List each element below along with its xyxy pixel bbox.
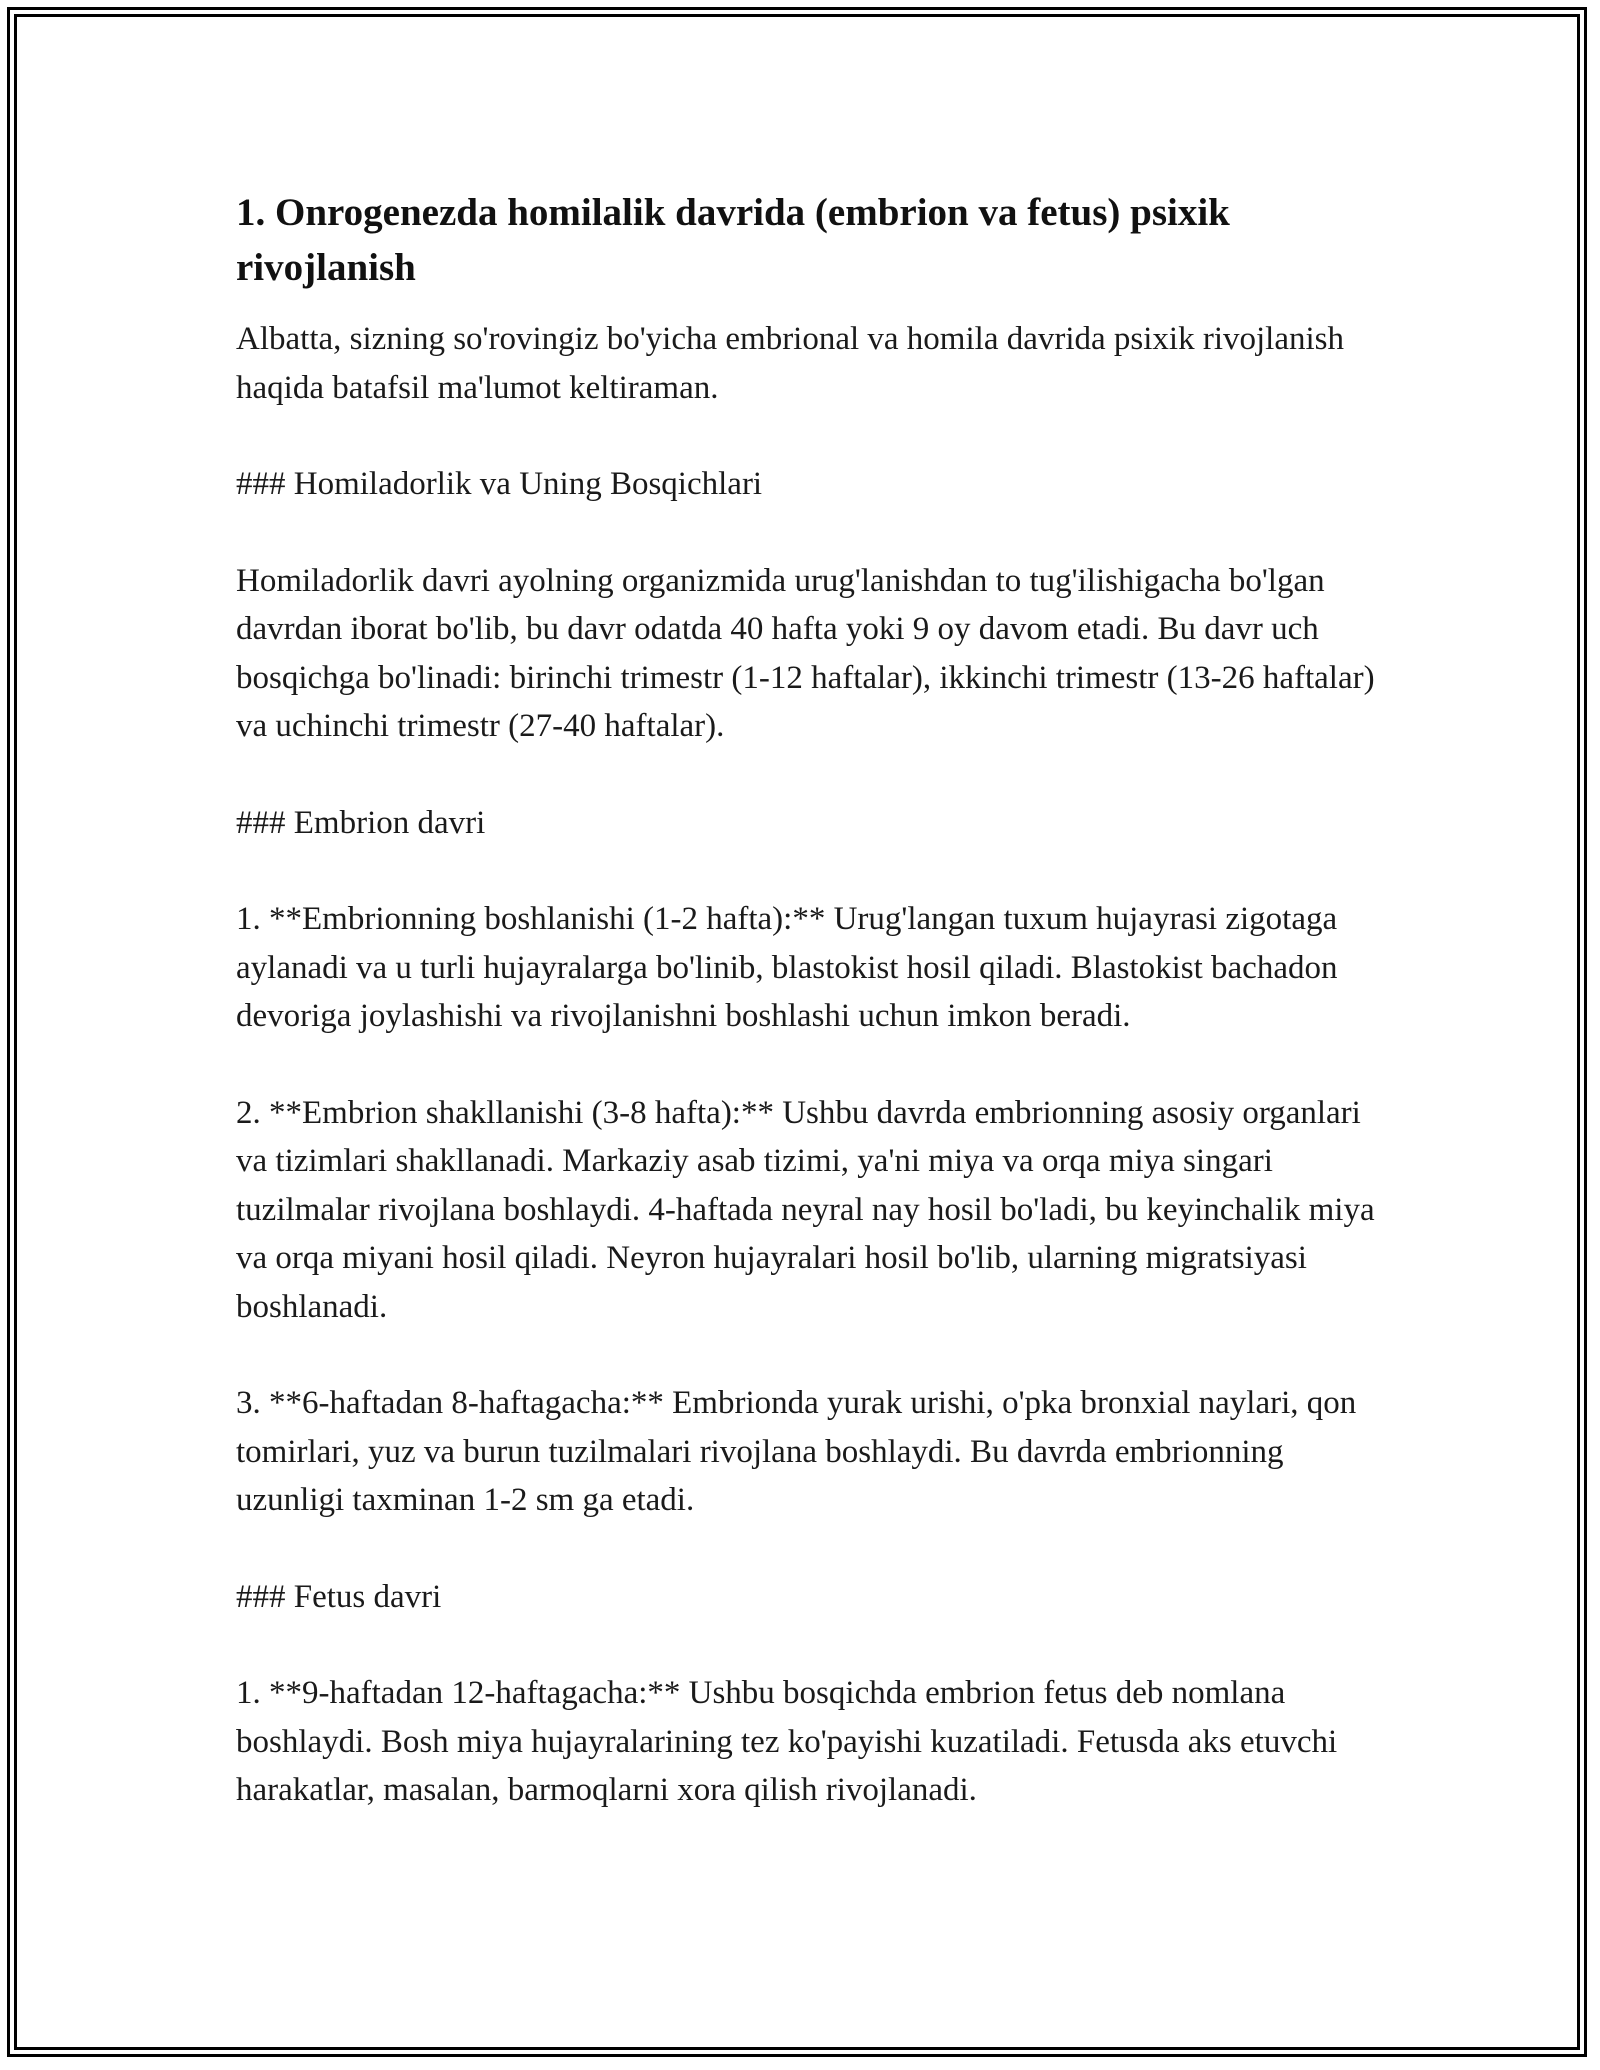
document-body bbox=[236, 185, 1376, 1863]
document-title: 1. Onrogenezda homilalik davrida (embrion va fetus) psixik rivojlanish bbox=[236, 191, 1230, 289]
embryo-item-2: 2. **Embrion shakllanishi (3-8 hafta):** Ushbu davrda embrionning asosiy organlari va tizimlari shakllanadi. Markaziy asab tizimi, ya'ni miya va orqa miya singari tuzilmalar rivojlana boshlaydi. 4-haftada neyral nay hosil bo'ladi, bu keyinchalik miya va orqa miyani hosil qiladi. Neyron hujayralari hosil bo'lib, ularning migratsiyasi boshlanadi. bbox=[236, 1094, 1375, 1325]
embryo-item-3: 3. **6-haftadan 8-haftagacha:** Embrionda yurak urishi, o'pka bronxial naylari, qon tomirlari, yuz va burun tuzilmalari rivojlana boshlaydi. Bu davrda embrionning uzunligi taxminan 1-2 sm ga etadi. bbox=[236, 1385, 1357, 1518]
section-heading-fetus: ### Fetus davri bbox=[236, 1578, 442, 1615]
embryo-item-1: 1. **Embrionning boshlanishi (1-2 hafta):** Urug'langan tuxum hujayrasi zigotaga aylanadi va u turli hujayralarga bo'linib, blastokist hosil qiladi. Blastokist bachadon devoriga joylashishi va rivojlanishni boshlashi uchun imkon beradi. bbox=[236, 901, 1338, 1034]
section-heading-pregnancy: ### Homiladorlik va Uning Bosqichlari bbox=[236, 466, 763, 502]
section-heading-embryo: ### Embrion davri bbox=[236, 804, 486, 841]
intro-paragraph: Albatta, sizning so'rovingiz bo'yicha embrional va homila davrida psixik rivojlanish haqida batafsil ma'lumot keltiraman. bbox=[236, 321, 1344, 406]
pregnancy-paragraph: Homiladorlik davri ayolning organizmida urug'lanishdan to tug'ilishigacha bo'lgan davrdan iborat bo'lib, bu davr odatda 40 hafta yoki 9 oy davom etadi. Bu davr uch bosqichga bo'linadi: birinchi trimestr (1-12 haftalar), ikkinchi trimestr (13-26 haftalar) va uchinchi trimestr (27-40 haftalar). bbox=[236, 562, 1375, 744]
fetus-item-1: 1. **9-haftadan 12-haftagacha:** Ushbu bosqichda embrion fetus deb nomlana boshlaydi. Bosh miya hujayralarining tez ko'payishi kuzatiladi. Fetusda aks etuvchi harakatlar, masalan, barmoqlarni xora qilish rivojlanadi. bbox=[236, 1675, 1338, 1808]
